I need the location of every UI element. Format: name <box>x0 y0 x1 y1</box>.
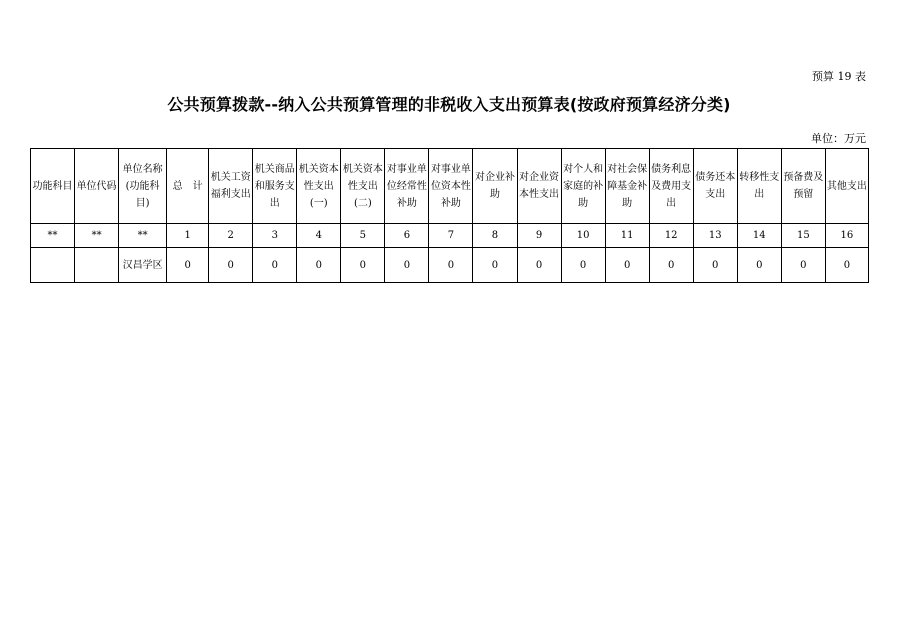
index-cell: 3 <box>253 224 297 248</box>
index-cell: 6 <box>385 224 429 248</box>
index-cell: 11 <box>605 224 649 248</box>
table-cell: 0 <box>473 248 517 283</box>
table-cell: 0 <box>737 248 781 283</box>
index-cell: 10 <box>561 224 605 248</box>
header-cell: 对事业单位经常性补助 <box>385 149 429 224</box>
table-cell: 0 <box>517 248 561 283</box>
table-cell: 0 <box>561 248 605 283</box>
index-cell: 15 <box>781 224 825 248</box>
table-cell: 0 <box>297 248 341 283</box>
table-cell: 0 <box>209 248 253 283</box>
header-cell: 债务还本支出 <box>693 149 737 224</box>
header-cell: 其他支出 <box>825 149 868 224</box>
unit-label: 单位：万元 <box>811 132 866 145</box>
table-cell: 0 <box>649 248 693 283</box>
document-title: 公共预算拨款--纳入公共预算管理的非税收入支出预算表(按政府预算经济分类) <box>167 95 731 114</box>
table-cell: 0 <box>341 248 385 283</box>
index-cell: 4 <box>297 224 341 248</box>
index-row <box>31 224 869 248</box>
header-cell: 机关工资福利支出 <box>209 149 253 224</box>
table-row <box>31 248 869 283</box>
table-cell <box>75 248 119 283</box>
index-cell: 13 <box>693 224 737 248</box>
index-cell: 5 <box>341 224 385 248</box>
index-cell: ** <box>75 224 119 248</box>
index-cell: 12 <box>649 224 693 248</box>
header-cell: 单位名称(功能科目) <box>119 149 167 224</box>
header-cell: 对个人和家庭的补助 <box>561 149 605 224</box>
table-cell: 0 <box>825 248 868 283</box>
index-cell: 7 <box>429 224 473 248</box>
header-row <box>31 149 869 224</box>
form-number: 预算 19 表 <box>812 70 866 83</box>
index-cell: 9 <box>517 224 561 248</box>
header-cell: 单位代码 <box>75 149 119 224</box>
header-cell: 机关商品和服务支出 <box>253 149 297 224</box>
header-cell: 转移性支出 <box>737 149 781 224</box>
index-cell: ** <box>119 224 167 248</box>
header-cell: 债务利息及费用支出 <box>649 149 693 224</box>
table-cell: 0 <box>167 248 209 283</box>
index-cell: 16 <box>825 224 868 248</box>
header-cell: 预备费及预留 <box>781 149 825 224</box>
index-cell: 14 <box>737 224 781 248</box>
table-cell: 0 <box>693 248 737 283</box>
budget-table <box>30 148 869 283</box>
header-cell: 机关资本性支出(二) <box>341 149 385 224</box>
header-cell: 对企业补助 <box>473 149 517 224</box>
table-cell: 汉昌学区 <box>119 248 167 283</box>
index-cell: 1 <box>167 224 209 248</box>
table-cell: 0 <box>429 248 473 283</box>
header-cell: 机关资本性支出(一) <box>297 149 341 224</box>
header-cell: 总 计 <box>167 149 209 224</box>
table-cell: 0 <box>253 248 297 283</box>
header-cell: 对企业资本性支出 <box>517 149 561 224</box>
table-cell: 0 <box>605 248 649 283</box>
header-cell: 对事业单位资本性补助 <box>429 149 473 224</box>
index-cell: 2 <box>209 224 253 248</box>
table-cell <box>31 248 75 283</box>
table-cell: 0 <box>781 248 825 283</box>
index-cell: ** <box>31 224 75 248</box>
header-cell: 功能科目 <box>31 149 75 224</box>
index-cell: 8 <box>473 224 517 248</box>
table-cell: 0 <box>385 248 429 283</box>
header-cell: 对社会保障基金补助 <box>605 149 649 224</box>
